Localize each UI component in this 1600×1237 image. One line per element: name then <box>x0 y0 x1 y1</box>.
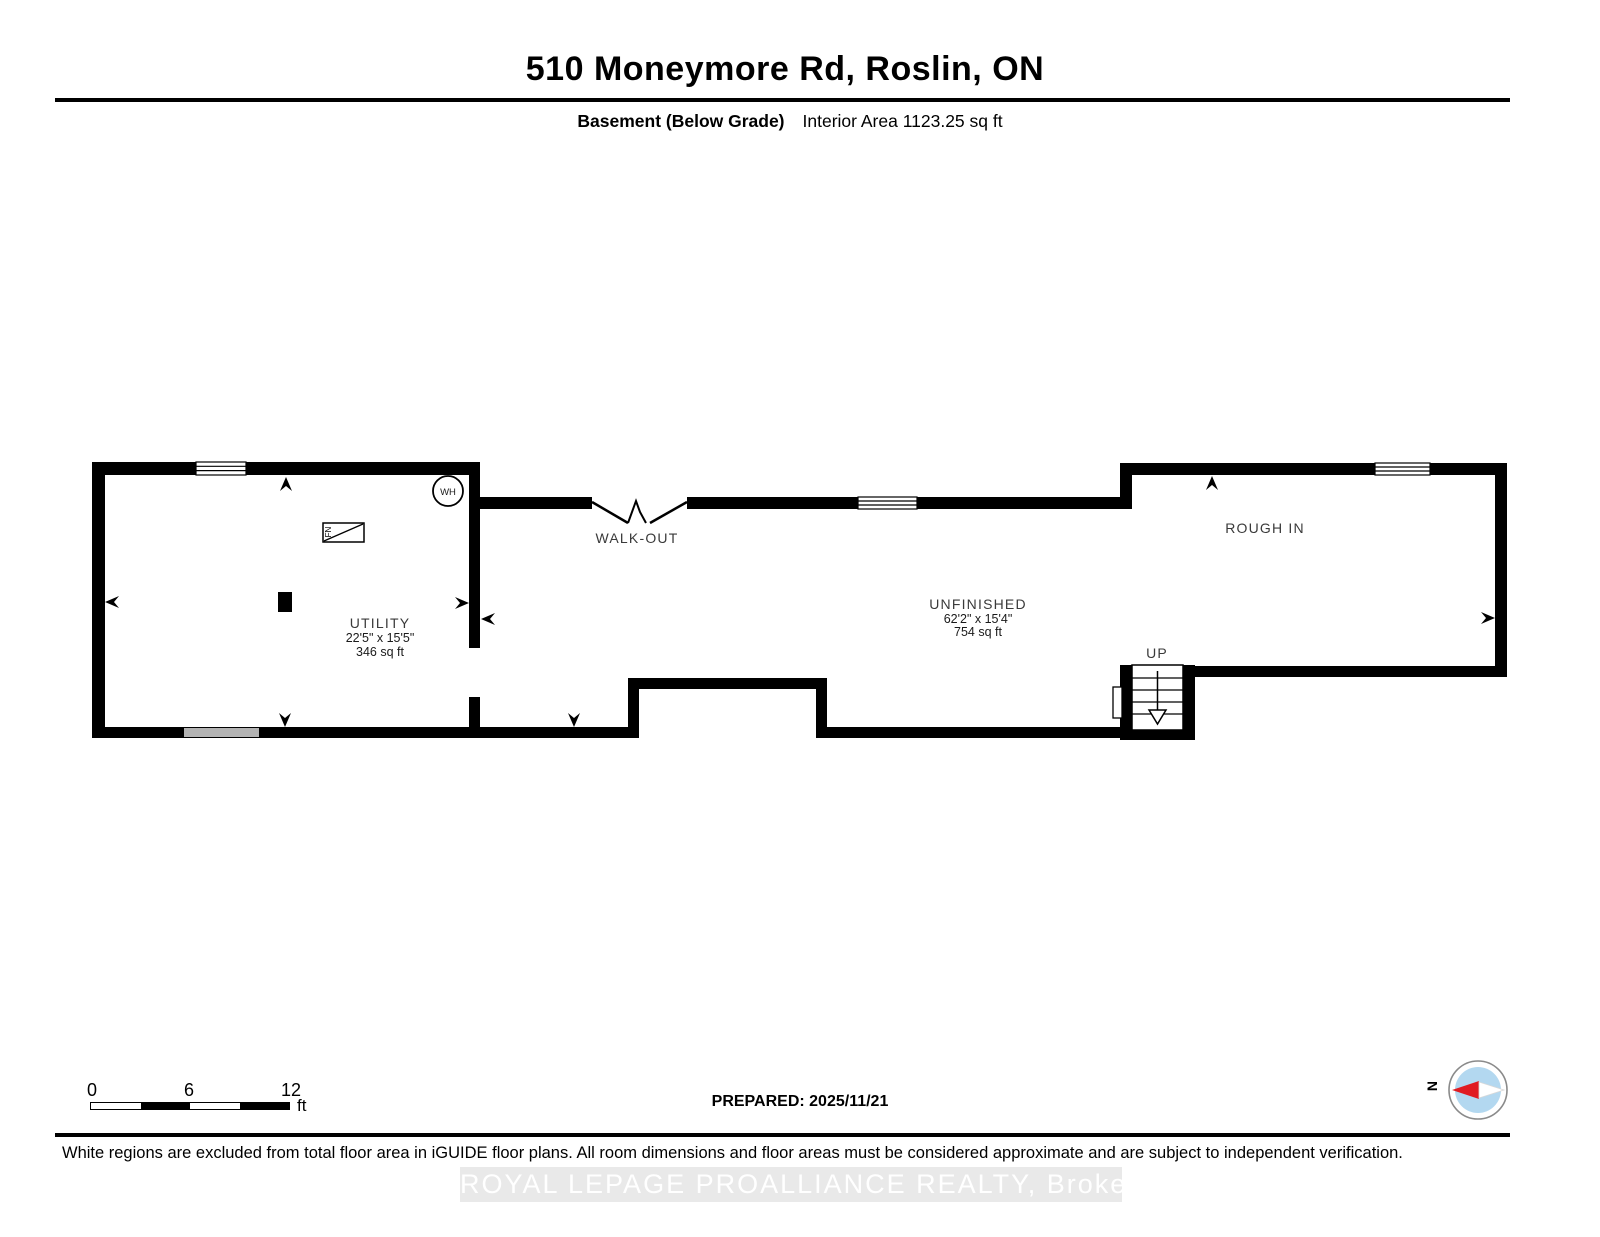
wall-segment <box>917 497 1132 509</box>
arrow-up-icon <box>280 477 292 491</box>
scale-tick-12: 12 <box>280 1080 302 1100</box>
scale-tick-6: 6 <box>183 1080 195 1100</box>
furnace <box>323 523 364 542</box>
disclaimer-text: White regions are excluded from total floor area in iGUIDE floor plans. All room dimensions and floor areas must be considered approximate and are subject to independent verification. <box>62 1144 1403 1162</box>
floor-label: Basement (Below Grade) <box>577 111 785 131</box>
arrow-down-icon <box>568 713 580 727</box>
scale-bar <box>90 1102 290 1110</box>
arrow-left-icon <box>105 596 119 608</box>
wall-segment <box>92 727 639 738</box>
room-area-unfinished: 754 sq ft <box>954 625 1002 639</box>
window <box>1375 463 1430 475</box>
stairs-up-label: UP <box>1146 645 1168 661</box>
wall-segment <box>628 678 827 689</box>
prepared-date: PREPARED: 2025/11/21 <box>711 1093 889 1110</box>
dimension-arrows <box>105 476 1495 727</box>
water-heater <box>433 476 463 506</box>
scale-segment <box>190 1103 240 1109</box>
compass <box>1424 1061 1507 1119</box>
room-name-utility: UTILITY <box>349 615 411 631</box>
compass-north-label: N <box>1424 1080 1440 1092</box>
wall-segment <box>687 497 858 509</box>
wall-segment <box>1495 463 1507 677</box>
wall-segment <box>628 678 639 738</box>
wall-segment <box>827 727 1132 738</box>
scale-segment <box>240 1103 290 1109</box>
room-area-utility: 346 sq ft <box>356 645 404 659</box>
arrow-down-icon <box>279 713 291 727</box>
wall-segment <box>816 678 827 738</box>
wall-segment <box>1183 666 1507 677</box>
scale-tick-0: 0 <box>86 1080 98 1100</box>
room-dimensions-utility: 22'5" x 15'5" <box>345 631 415 645</box>
wall-segment <box>246 462 480 475</box>
support-post <box>278 592 292 612</box>
scale-segment <box>91 1103 141 1109</box>
walls <box>92 462 1507 740</box>
arrow-up-icon <box>1206 476 1218 490</box>
below-grade-opening <box>184 728 259 737</box>
interior-area-label: Interior Area 1123.25 sq ft <box>802 111 1003 131</box>
brokerage-watermark: ROYAL LEPAGE PROALLIANCE REALTY, Brokerage <box>460 1167 1122 1202</box>
scale-unit-label: ft <box>297 1096 307 1115</box>
arrow-right-icon <box>1481 612 1495 624</box>
wall-segment <box>92 462 196 475</box>
water-heater-label: WH <box>440 487 456 498</box>
window <box>858 497 917 509</box>
room-name-unfinished: UNFINISHED <box>929 596 1027 612</box>
footer-divider <box>55 1133 1510 1137</box>
room-name-rough-in: ROUGH IN <box>1225 520 1305 536</box>
wall-segment <box>469 462 480 648</box>
room-dimensions-unfinished: 62'2" x 15'4" <box>943 612 1013 626</box>
arrow-left-icon <box>481 613 495 625</box>
wall-segment <box>92 462 105 738</box>
scale-segment <box>141 1103 191 1109</box>
window <box>196 462 246 475</box>
wall-segment <box>469 697 480 738</box>
arrow-right-icon <box>455 597 469 609</box>
page-title: 510 Moneymore Rd, Roslin, ON <box>525 50 1045 88</box>
furnace-label: FN <box>324 526 333 538</box>
wall-segment <box>480 497 592 509</box>
walkout-label: WALK-OUT <box>595 530 679 546</box>
stair-door-leaf <box>1113 687 1122 718</box>
wall-segment <box>1120 463 1375 475</box>
room-labels <box>346 520 1305 661</box>
walkout-opening-symbol <box>592 501 687 523</box>
